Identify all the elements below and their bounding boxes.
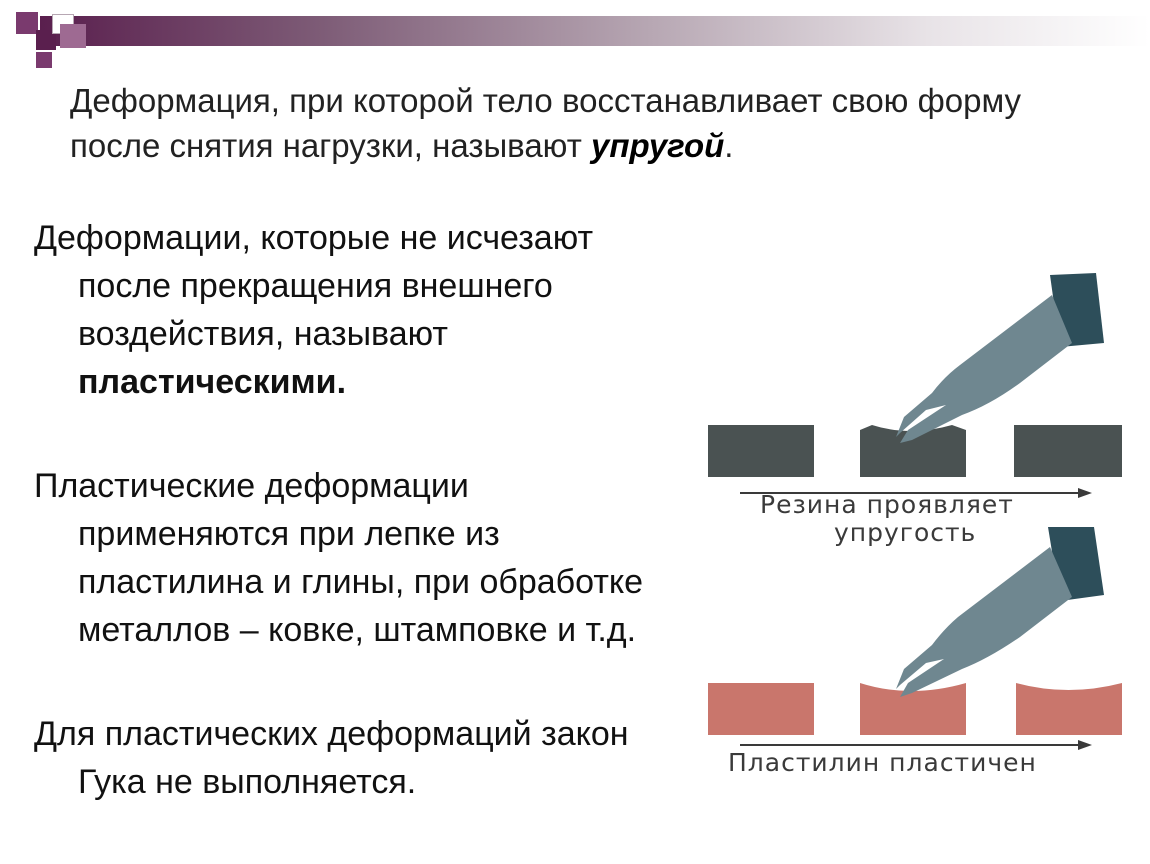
paragraph-term: пластическими.: [78, 363, 347, 401]
caption-rubber-line1: Резина проявляет: [760, 490, 1014, 519]
rubber-block-right: [1014, 425, 1122, 477]
caption-rubber-line2: упругость: [834, 518, 977, 547]
deformation-illustration: [700, 265, 1140, 785]
paragraph-plastic-usage: [34, 462, 678, 654]
plasticine-arrow-head: [1078, 740, 1092, 750]
header-square: [36, 52, 52, 68]
caption-plasticine: Пластилин пластичен: [728, 748, 1037, 777]
rubber-scene: [708, 273, 1122, 547]
paragraph-text: Деформации, которые не исчезают после прекращения внешнего воздействия, называют: [34, 219, 594, 353]
rubber-arrow-head: [1078, 488, 1092, 498]
header-square: [60, 24, 86, 48]
paragraph-hooke-law: [34, 710, 678, 806]
paragraph-text: Для пластических деформаций закон Гука не выполняется.: [34, 715, 629, 801]
paragraph-plastic-definition: [34, 214, 678, 406]
intro-text: Деформация, при которой тело восстанавливает свою форму после снятия нагрузки, называют: [70, 82, 1022, 164]
intro-term: упругой: [591, 127, 725, 164]
plasticine-block-right: [1016, 683, 1122, 735]
intro-definition: [70, 78, 1070, 168]
plasticine-scene: [708, 527, 1122, 777]
intro-period: .: [724, 127, 734, 164]
rubber-block-left: [708, 425, 814, 477]
header-gradient-bar: [40, 16, 1150, 46]
paragraph-text: Пластические деформации применяются при лепке из пластилина и глины, при обработке металлов – ковке, штамповке и т.д.: [34, 467, 644, 649]
hand-icon: [896, 547, 1072, 697]
hand-icon: [896, 295, 1072, 443]
header-square: [16, 12, 38, 34]
plasticine-block-left: [708, 683, 814, 735]
